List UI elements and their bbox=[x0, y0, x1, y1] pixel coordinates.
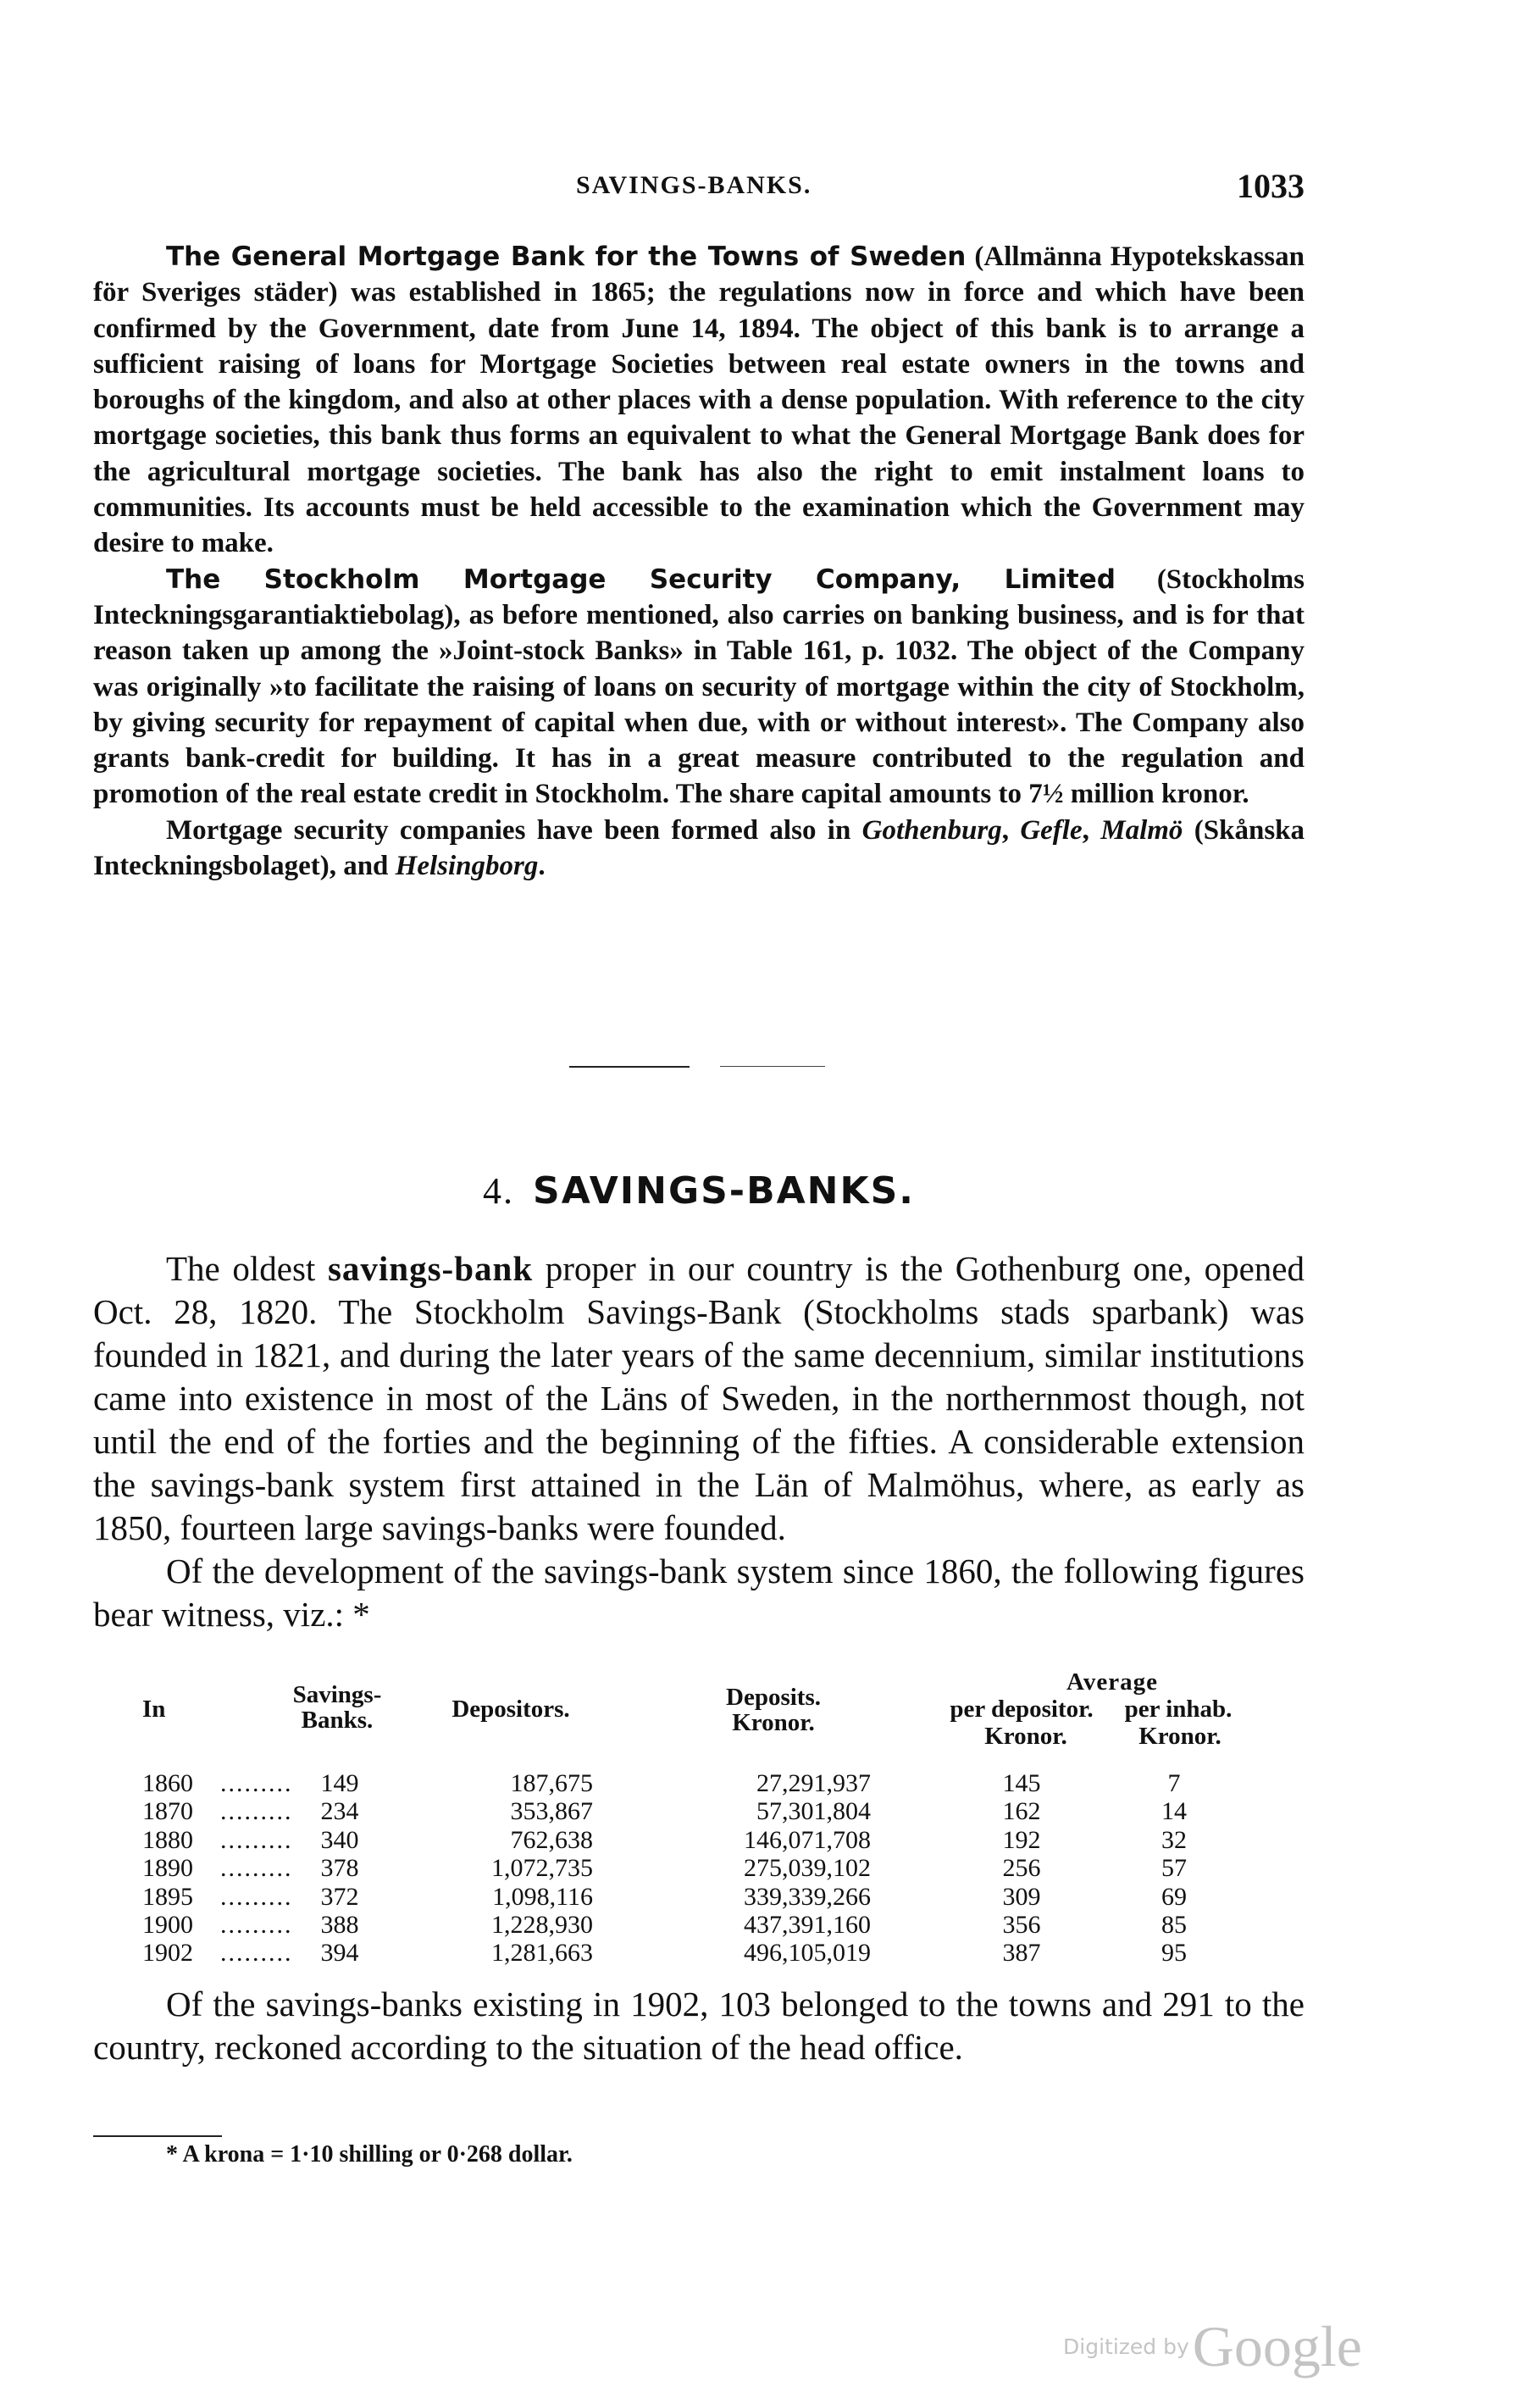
column-header-per-inhabitant: per inhab. bbox=[1124, 1696, 1233, 1723]
mortgage-section bbox=[93, 239, 1305, 884]
city-name: Gefle bbox=[1020, 814, 1083, 846]
google-watermark bbox=[1063, 2313, 1362, 2380]
table-row bbox=[142, 1854, 1235, 1882]
leader-dots: ......... bbox=[220, 1797, 293, 1826]
paragraph-general-mortgage-bank bbox=[93, 239, 1305, 562]
cell-per-inhabitant: 85 bbox=[1161, 1910, 1187, 1939]
cell-per-inhabitant: 14 bbox=[1161, 1797, 1187, 1826]
cell-banks: 394 bbox=[320, 1939, 359, 1968]
cell-per-inhabitant: 95 bbox=[1161, 1939, 1187, 1968]
paragraph-stockholm-mortgage bbox=[93, 562, 1305, 813]
column-header-average: Average bbox=[1066, 1668, 1158, 1696]
unit-label: Kronor. bbox=[984, 1723, 1067, 1750]
google-logo: Google bbox=[1192, 2314, 1362, 2379]
column-header-per-depositor: per depositor. bbox=[950, 1696, 1094, 1723]
leader-dots: ......... bbox=[220, 1939, 293, 1968]
leader-dots: ......... bbox=[220, 1769, 293, 1797]
cell-deposits: 496,105,019 bbox=[744, 1939, 871, 1968]
cell-per-depositor: 356 bbox=[1002, 1910, 1041, 1939]
cell-banks: 234 bbox=[320, 1797, 359, 1826]
cell-per-depositor: 162 bbox=[1002, 1797, 1041, 1826]
page-number: 1033 bbox=[1237, 167, 1305, 205]
city-name: Malmö bbox=[1100, 814, 1183, 846]
watermark-prefix: Digitized by bbox=[1063, 2334, 1189, 2359]
paragraph-development: Of the development of the savings-bank system since 1860, the following figures bear witness, viz.: * bbox=[93, 1551, 1305, 1634]
cell-banks: 388 bbox=[320, 1910, 359, 1939]
paragraph-text: (Allmänna Hypotekskassan för Sveriges städer) was established in 1865; the regulations now in force and which have been confirmed by the Government, date from June 14, 1894. The object of this bank is to arrange a sufficient raising of loans for Mortgage Societies between real estate owners in the towns and boroughs of the kingdom, and also at other places with a dense population. With reference to the city mortgage societies, this bank thus forms an equivalent to what the General Mortgage Bank does for the agricultural mortgage societies. The bank has also the right to emit instalment loans to communities. Its accounts must be held accessible to the examination which the Government may desire to make. bbox=[93, 241, 1305, 559]
section-divider-right bbox=[720, 1066, 825, 1067]
table-row bbox=[142, 1797, 1235, 1825]
cell-per-inhabitant: 7 bbox=[1167, 1769, 1181, 1797]
cell-deposits: 275,039,102 bbox=[744, 1854, 871, 1883]
cell-deposits: 339,339,266 bbox=[744, 1882, 871, 1911]
cell-year: 1880 bbox=[142, 1825, 193, 1854]
section-divider-left bbox=[569, 1066, 690, 1068]
cell-banks: 340 bbox=[320, 1825, 359, 1854]
cell-per-inhabitant: 57 bbox=[1161, 1854, 1187, 1883]
cell-depositors: 1,281,663 bbox=[491, 1939, 593, 1968]
paragraph-text: The oldest bbox=[166, 1249, 328, 1288]
cell-depositors: 1,228,930 bbox=[491, 1910, 593, 1939]
cell-depositors: 353,867 bbox=[510, 1797, 593, 1826]
section-number: 4. bbox=[483, 1170, 514, 1212]
leader-dots: ......... bbox=[220, 1882, 293, 1911]
bank-name-stockholm-mortgage: The Stockholm Mortgage Security Company, Limited bbox=[166, 563, 1116, 595]
footnote: * A krona = 1·10 shilling or 0·268 dollar. bbox=[166, 2141, 573, 2168]
section-title: SAVINGS-BANKS. bbox=[533, 1169, 915, 1213]
cell-per-depositor: 256 bbox=[1002, 1854, 1041, 1883]
column-header-depositors: Depositors. bbox=[451, 1696, 570, 1723]
cell-deposits: 27,291,937 bbox=[756, 1769, 871, 1797]
leader-dots: ......... bbox=[220, 1910, 293, 1939]
table-body bbox=[142, 1769, 1235, 1968]
cell-per-depositor: 387 bbox=[1002, 1939, 1041, 1968]
paragraph-town-country: Of the savings-banks existing in 1902, 103 belonged to the towns and 291 to the country, reckoned according to the situation of the head office. bbox=[93, 1984, 1305, 2067]
cell-depositors: 187,675 bbox=[510, 1769, 593, 1797]
footnote-rule bbox=[93, 2135, 222, 2137]
table-row bbox=[142, 1769, 1235, 1797]
city-name: Helsingborg bbox=[395, 851, 539, 882]
cell-year: 1902 bbox=[142, 1939, 193, 1968]
running-title: SAVINGS-BANKS. bbox=[576, 171, 812, 199]
cell-year: 1895 bbox=[142, 1882, 193, 1911]
cell-banks: 149 bbox=[320, 1769, 359, 1797]
table-row bbox=[142, 1883, 1235, 1911]
savings-conclusion bbox=[93, 1983, 1305, 2069]
section-heading bbox=[93, 1169, 1305, 1213]
cell-depositors: 1,072,735 bbox=[491, 1854, 593, 1883]
table-row bbox=[142, 1911, 1235, 1939]
paragraph-end: . bbox=[538, 851, 546, 882]
table-row bbox=[142, 1939, 1235, 1967]
header-line: Banks. bbox=[301, 1707, 374, 1734]
cell-per-depositor: 145 bbox=[1002, 1769, 1041, 1797]
leader-dots: ......... bbox=[220, 1825, 293, 1854]
separator-text: , bbox=[1082, 814, 1101, 846]
leader-dots: ......... bbox=[220, 1854, 293, 1883]
cell-year: 1860 bbox=[142, 1769, 193, 1797]
cell-depositors: 1,098,116 bbox=[492, 1882, 593, 1911]
cell-banks: 372 bbox=[320, 1882, 359, 1911]
paragraph-text: (Stockholms Inteckningsgarantiaktiebolag), as before mentioned, also carries on banking business, and is for that reason taken up among the »Joint-stock Banks» in Table 161, p. 1032. The object of the Company was originally »to facilitate the raising of loans on security of mortgage within the city of Stockholm, by giving security for repayment of capital when due, with or without interest». The Company also grants bank-credit for building. It has in a great measure contributed to the regulation and promotion of the real estate credit in Stockholm. The share capital amounts to 7½ million kronor. bbox=[93, 563, 1305, 810]
cell-per-inhabitant: 32 bbox=[1161, 1825, 1187, 1854]
cell-per-depositor: 309 bbox=[1002, 1882, 1041, 1911]
header-line: Deposits. bbox=[726, 1684, 821, 1711]
emphasis-savings-bank: savings-bank bbox=[327, 1249, 534, 1288]
cell-year: 1890 bbox=[142, 1854, 193, 1883]
cell-deposits: 146,071,708 bbox=[744, 1825, 871, 1854]
bank-name-general-mortgage: The General Mortgage Bank for the Towns of Sweden bbox=[166, 241, 967, 272]
cell-per-inhabitant: 69 bbox=[1161, 1882, 1187, 1911]
separator-text: , bbox=[1001, 814, 1021, 846]
cell-deposits: 437,391,160 bbox=[744, 1910, 871, 1939]
cell-depositors: 762,638 bbox=[510, 1825, 593, 1854]
cell-deposits: 57,301,804 bbox=[756, 1797, 871, 1826]
paragraph-oldest-savings-bank bbox=[93, 1247, 1305, 1550]
cell-per-depositor: 192 bbox=[1002, 1825, 1041, 1854]
paragraph-text: proper in our country is the Gothenburg one, opened Oct. 28, 1820. The Stockholm Savings-Bank (Stockholms stads sparbank) was founded in 1821, and during the later years of the same decennium, similar institutions came into existence in most of the Läns of Sweden, in the northernmost though, not until the end of the forties and the beginning of the fifties. A considerable extension the savings-bank system first attained in the Län of Malmöhus, where, as early as 1850, fourteen large savings-banks were founded. bbox=[93, 1249, 1305, 1547]
cell-banks: 378 bbox=[320, 1854, 359, 1883]
cell-year: 1870 bbox=[142, 1797, 193, 1826]
column-header-deposits bbox=[701, 1685, 845, 1735]
paragraph-text: (Skånska Inteckningsbolaget), and bbox=[93, 814, 1305, 882]
header-line: Kronor. bbox=[732, 1709, 815, 1736]
cell-year: 1900 bbox=[142, 1910, 193, 1939]
running-head bbox=[93, 166, 1305, 208]
city-name: Gothenburg bbox=[861, 814, 1002, 846]
table-row bbox=[142, 1826, 1235, 1854]
column-header-in: In bbox=[142, 1696, 166, 1723]
paragraph-text: Mortgage security companies have been formed also in bbox=[166, 814, 862, 846]
header-line: Savings- bbox=[292, 1681, 382, 1708]
unit-label: Kronor. bbox=[1138, 1723, 1221, 1750]
column-header-banks bbox=[286, 1682, 388, 1733]
paragraph-mortgage-companies bbox=[93, 813, 1305, 885]
savings-intro bbox=[93, 1247, 1305, 1636]
